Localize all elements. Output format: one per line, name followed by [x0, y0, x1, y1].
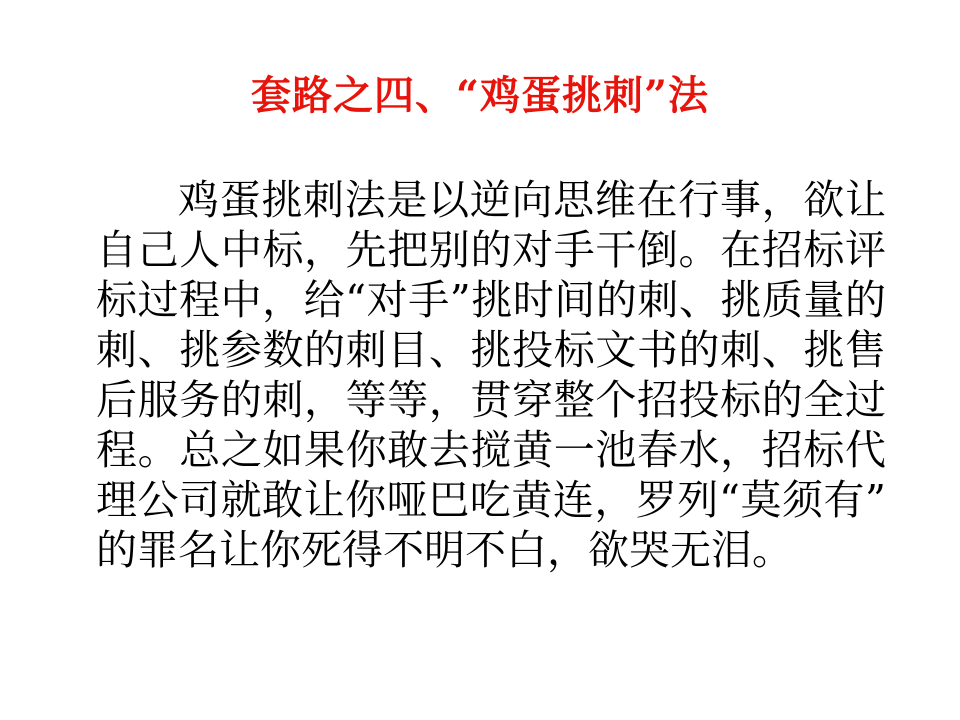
slide-title: 套路之四、“鸡蛋挑刺”法 [250, 72, 709, 119]
slide-body-text: 鸡蛋挑刺法是以逆向思维在行事，欲让自己人中标，先把别的对手干倒。在招标评标过程中，给“对手”挑时间的刺、挑质量的刺、挑参数的刺目、挑投标文书的刺、挑售后服务的刺，等等，贯穿整个招投标的全过程。总之如果你敢去搅黄一池春水，招标代理公司就敢让你哑巴吃黄连，罗列“莫须有”的罪名让你死得不明不白，欲哭无泪。 [96, 176, 886, 574]
